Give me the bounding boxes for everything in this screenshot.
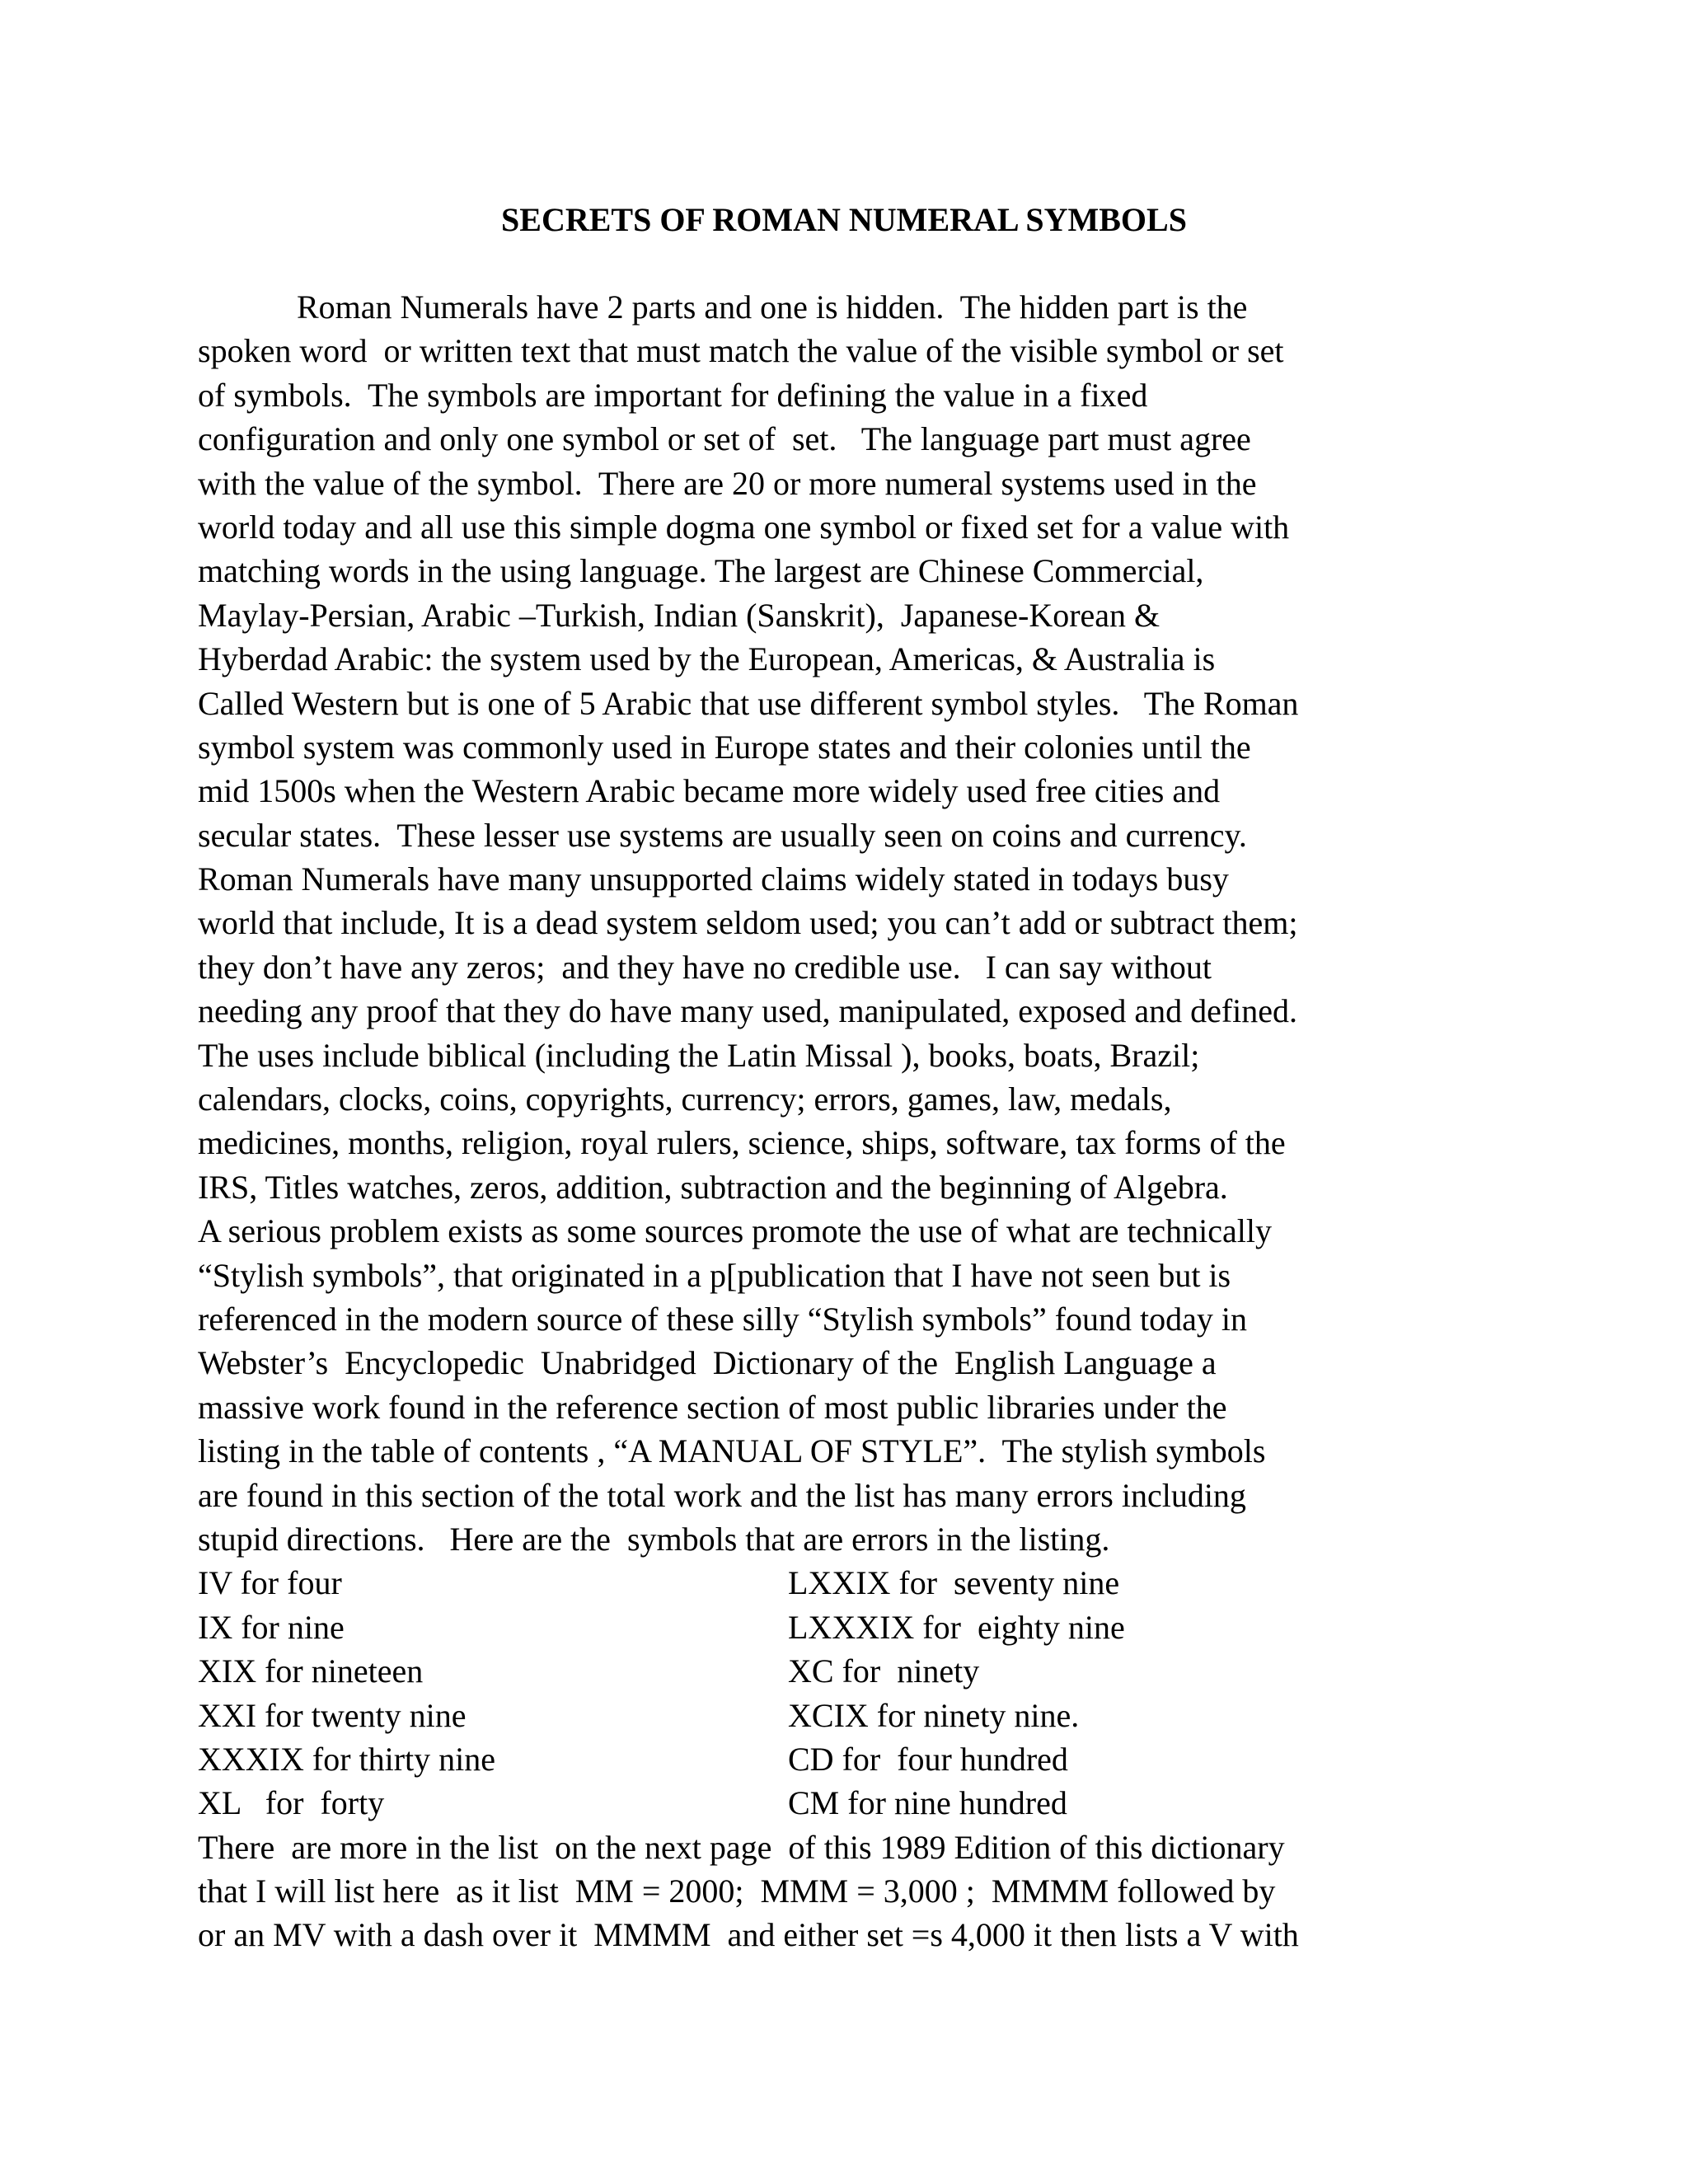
text-line: medicines, months, religion, royal rulers, science, ships, software, tax forms of the <box>198 1124 1286 1162</box>
text-line: or an MV with a dash over it MMMM and either set =s 4,000 it then lists a V with <box>198 1916 1299 1954</box>
document-title: SECRETS OF ROMAN NUMERAL SYMBOLS <box>501 201 1187 238</box>
text-line: listing in the table of contents , “A MANUAL OF STYLE”. The stylish symbols <box>198 1432 1266 1470</box>
text-line: IRS, Titles watches, zeros, addition, subtraction and the beginning of Algebra. <box>198 1168 1228 1206</box>
text-line: world today and all use this simple dogma one symbol or fixed set for a value with <box>198 508 1290 546</box>
text-line: world that include, It is a dead system seldom used; you can’t add or subtract them; <box>198 904 1298 942</box>
error-symbol-list <box>198 1561 1533 1825</box>
error-left: XL for forty <box>198 1784 385 1822</box>
error-right: LXXXIX for eighty nine <box>788 1608 1125 1646</box>
text-line: with the value of the symbol. There are 20 or more numeral systems used in the <box>198 464 1257 502</box>
text-line: symbol system was commonly used in Europe states and their colonies until the <box>198 728 1251 766</box>
text-line: massive work found in the reference section of most public libraries under the <box>198 1388 1227 1426</box>
text-line: stupid directions. Here are the symbols that are errors in the listing. <box>198 1520 1110 1558</box>
list-item <box>198 1694 1533 1737</box>
text-line: are found in this section of the total work and the list has many errors including <box>198 1476 1246 1514</box>
text-line: mid 1500s when the Western Arabic became more widely used free cities and <box>198 772 1221 810</box>
text-line: they don’t have any zeros; and they have no credible use. I can say without <box>198 948 1212 986</box>
text-line: Maylay-Persian, Arabic –Turkish, Indian (Sanskrit), Japanese-Korean & <box>198 596 1160 634</box>
list-item <box>198 1561 1533 1605</box>
list-item <box>198 1781 1533 1825</box>
text-line: needing any proof that they do have many used, manipulated, exposed and defined. <box>198 992 1298 1030</box>
text-line: spoken word or written text that must match the value of the visible symbol or set <box>198 332 1284 370</box>
text-line: of symbols. The symbols are important for defining the value in a fixed <box>198 376 1148 414</box>
text-line: Webster’s Encyclopedic Unabridged Dictionary of the English Language a <box>198 1344 1217 1382</box>
document-body <box>198 285 1533 1957</box>
text-line: calendars, clocks, coins, copyrights, currency; errors, games, law, medals, <box>198 1080 1172 1118</box>
list-item <box>198 1649 1533 1693</box>
list-item <box>198 1737 1533 1781</box>
error-left: IX for nine <box>198 1608 345 1646</box>
paragraph-intro <box>198 285 1533 1561</box>
text-line: “Stylish symbols”, that originated in a p[publication that I have not seen but is <box>198 1256 1231 1294</box>
error-left: XIX for nineteen <box>198 1652 424 1690</box>
text-line: There are more in the list on the next page of this 1989 Edition of this dictionary <box>198 1828 1285 1866</box>
text-line: Hyberdad Arabic: the system used by the European, Americas, & Australia is <box>198 640 1216 678</box>
text-line: secular states. These lesser use systems are usually seen on coins and currency. <box>198 816 1247 854</box>
error-left: IV for four <box>198 1564 342 1602</box>
text-line: that I will list here as it list MM = 2000; MMM = 3,000 ; MMMM followed by <box>198 1872 1276 1910</box>
text-line: Called Western but is one of 5 Arabic that use different symbol styles. The Roman <box>198 684 1299 722</box>
text-line: The uses include biblical (including the Latin Missal ), books, boats, Brazil; <box>198 1036 1200 1074</box>
error-right: CM for nine hundred <box>788 1784 1067 1822</box>
text-line: configuration and only one symbol or set of set. The language part must agree <box>198 420 1251 458</box>
paragraph-closing <box>198 1825 1533 1957</box>
text-line: A serious problem exists as some sources promote the use of what are technically <box>198 1212 1272 1250</box>
error-left: XXI for twenty nine <box>198 1696 467 1734</box>
text-line: referenced in the modern source of these silly “Stylish symbols” found today in <box>198 1300 1248 1338</box>
error-right: CD for four hundred <box>788 1740 1068 1778</box>
text-line: matching words in the using language. The largest are Chinese Commercial, <box>198 552 1204 590</box>
list-item <box>198 1605 1533 1649</box>
error-left: XXXIX for thirty nine <box>198 1740 496 1778</box>
error-right: LXXIX for seventy nine <box>788 1564 1120 1602</box>
text-line: Roman Numerals have many unsupported claims widely stated in todays busy <box>198 860 1229 898</box>
error-right: XC for ninety <box>788 1652 980 1690</box>
error-right: XCIX for ninety nine. <box>788 1696 1080 1734</box>
text-line: Roman Numerals have 2 parts and one is hidden. The hidden part is the <box>297 288 1248 326</box>
